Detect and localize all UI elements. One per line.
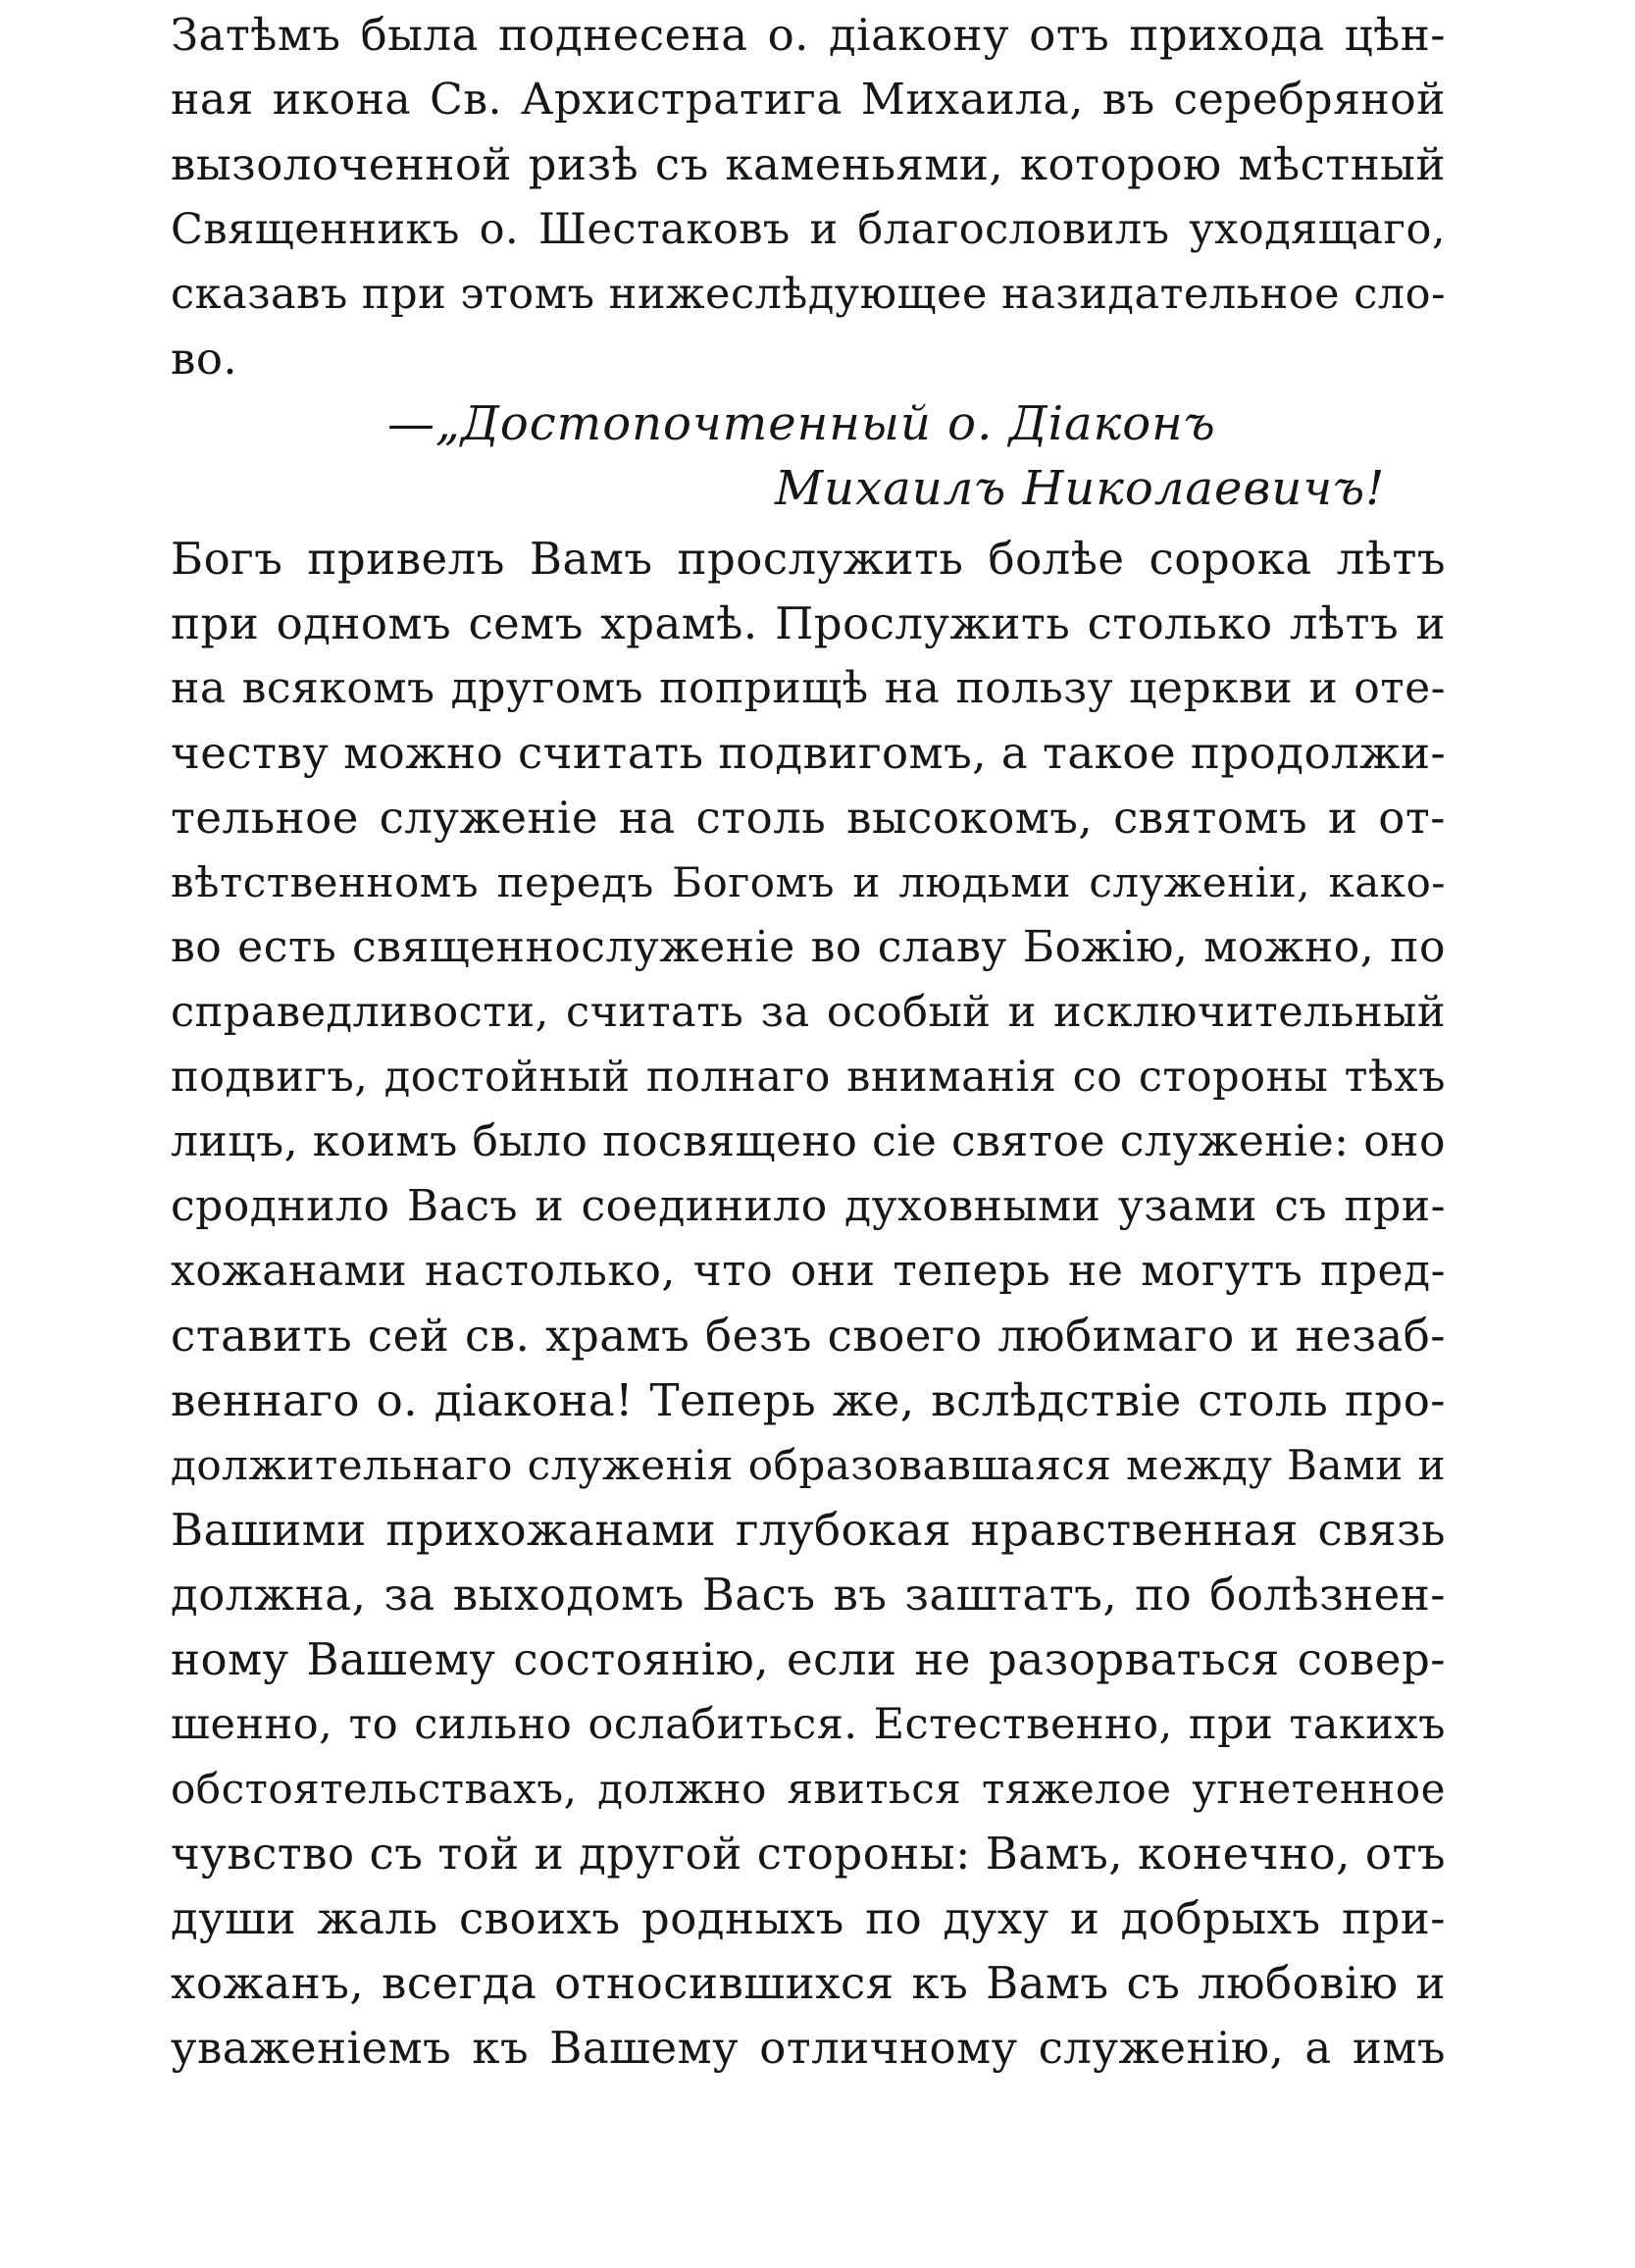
text-line: веннаго о. діакона! Теперь же, вслѣдствіе столь про- [171,1374,1446,1426]
text-line: ная икона Св. Архистратига Михаила, въ серебряной [171,75,1446,125]
text-line: сказавъ при этомъ нижеслѣдующее назидательное сло- [171,270,1447,319]
text-line: честву можно считать подвигомъ, а такое продолжи- [171,727,1447,779]
text-line: подвигъ, достойный полнаго вниманія со стороны тѣхъ [171,1053,1446,1102]
text-line: Священникъ о. Шестаковъ и благословилъ уходящаго, [171,205,1446,254]
text-line: шенно, то сильно ослабиться. Естественно, при такихъ [171,1700,1446,1749]
text-line: при одномъ семъ храмѣ. Прослужить столько лѣтъ и [171,597,1446,649]
text-line: Богъ привелъ Вамъ прослужить болѣе сорока лѣтъ [171,533,1446,585]
text-line: Вашими прихожанами глубокая нравственная связь [171,1504,1446,1556]
salutation-line-2: Михаилъ Николаевичъ! [775,461,1386,516]
text-line: должна, за выходомъ Васъ въ заштатъ, по болѣзнен- [171,1569,1446,1621]
text-line: вызолоченной ризѣ съ каменьями, которою мѣстный [171,138,1446,190]
text-line: ному Вашему состоянію, если не разорваться совер- [171,1633,1446,1685]
text-line: души жаль своихъ родныхъ по духу и добрыхъ при- [171,1892,1446,1944]
text-line: во есть священнослуженіе во славу Божію, можно, по [171,922,1446,972]
text-line: вѣтственномъ передъ Богомъ и людьми служеніи, како- [171,858,1446,906]
salutation-line-1: —„Достопочтенный о. Діаконъ [387,396,1216,451]
text-line: хожанами настолько, что они теперь не могутъ пред- [171,1246,1446,1296]
text-line: во. [171,333,238,385]
text-line: чувство съ той и другой стороны: Вамъ, конечно, отъ [171,1828,1446,1880]
text-line: на всякомъ другомъ поприщѣ на пользу церкви и оте- [171,663,1446,713]
text-line: обстоятельствахъ, должно явиться тяжелое угнетенное [171,1765,1446,1813]
text-line: должительнаго служенія образовавшаяся между Вами и [171,1441,1446,1489]
text-line: хожанъ, всегда относившихся къ Вамъ съ любовію и [171,1957,1446,2009]
text-line: Затѣмъ была поднесена о. діакону отъ прихода цѣн- [171,9,1446,61]
text-line: лицъ, коимъ было посвящено сіе святое служеніе: оно [171,1116,1446,1166]
text-line: уваженіемъ къ Вашему отличному служенію, а имъ [171,2022,1446,2074]
text-line: ставить сей св. храмъ безъ своего любимаго и незаб- [171,1310,1446,1362]
text-line: справедливости, считать за особый и исключительный [171,988,1446,1037]
text-line: тельное служеніе на столь высокомъ, святомъ и от- [171,792,1446,844]
text-line: сроднило Васъ и соединило духовными узами съ при- [171,1181,1446,1231]
